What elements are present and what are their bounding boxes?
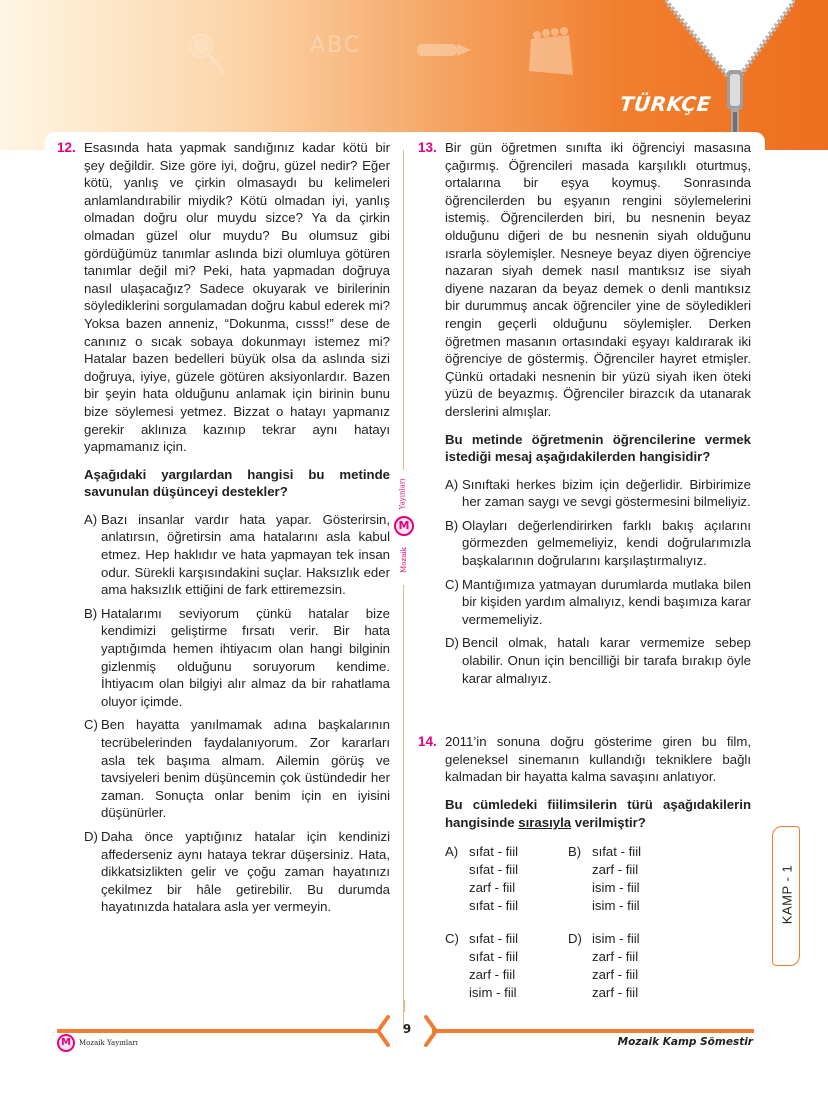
subject-title: TÜRKÇE — [618, 92, 713, 116]
answer-option-b[interactable] — [568, 843, 708, 914]
option-letter: A) — [84, 511, 98, 527]
question-number: 14. — [418, 734, 437, 750]
question-prompt — [445, 796, 751, 831]
section-side-tab — [772, 826, 800, 966]
question-number: 12. — [57, 140, 76, 155]
option-line: zarf - fiil — [592, 984, 639, 1000]
footer-rule-right — [432, 1029, 754, 1033]
question-prompt: Aşağıdaki yargılardan hangisi bu metinde savunulan düşünceyi destekler? — [84, 466, 390, 500]
answer-option-c[interactable] — [84, 716, 390, 822]
mozaik-logo-icon: M — [57, 1034, 75, 1052]
answer-option-a[interactable] — [445, 843, 568, 914]
option-letter: B) — [568, 844, 582, 860]
option-text: Bazı insanlar vardır hata yapar. Gösterirsin, anlatırsın, öğretirsin ama hatalarını asla kabul etmez. Hep haklıdır ve hata yapmayan tek insan odur. Sürekli karşısındakini suçlar. Haksızlık eder ama haksızlık ettiğini de fark ettiremezsin. — [101, 511, 390, 598]
mozaik-logo-icon: M — [394, 516, 414, 536]
answer-option-c[interactable] — [445, 576, 751, 629]
option-letter: C) — [445, 576, 459, 592]
prompt-text: Bu cümledeki fiilimsilerin türü aşağıdakilerin hangisinde — [445, 797, 751, 830]
option-letter: D) — [84, 828, 98, 844]
option-letter: C) — [445, 931, 459, 947]
option-text: Hatalarımı seviyorum çünkü hatalar bize kendimizi geliştirme fırsatı verir. Bir hata yaptığımda hemen ihtiyacım olan hangi bilginin gizlenmiş olduğunu soruyorum kendime. İhtiyacım olan bilgiyi alır almaz da bir rahatlama oluyor içimde. — [101, 605, 390, 709]
zipper-graphic — [665, 0, 795, 150]
answer-option-d[interactable] — [445, 634, 751, 687]
answer-options — [84, 511, 390, 916]
answer-option-b[interactable] — [445, 517, 751, 570]
option-line: sıfat - fiil — [469, 844, 519, 860]
answer-option-a[interactable] — [84, 511, 390, 599]
option-line: sıfat - fiil — [469, 897, 519, 913]
option-line: zarf - fiil — [592, 861, 639, 877]
option-line: isim - fiil — [592, 879, 640, 895]
page-number: 9 — [402, 1022, 412, 1036]
question-12 — [57, 139, 390, 916]
option-text: Ben hayatta yanılmamak adına başkalarının tecrübelerinden faydalanıyorum. Zor kararları asla tek başıma almam. Ailemin görüş ve tavsiyeleri benim düşüncemin çok üstündedir her zaman. Sonuçta onlar benim için en iyisini düşünürler. — [101, 717, 390, 821]
option-line: isim - fiil — [469, 984, 517, 1000]
abc-icon: ABC — [310, 33, 362, 58]
footer-rule-left — [57, 1029, 380, 1033]
option-letter: B) — [445, 517, 459, 533]
page-header-banner — [0, 0, 828, 150]
option-letter: C) — [84, 717, 98, 733]
publisher-name: Mozaik Yayınları — [79, 1039, 138, 1047]
question-number: 13. — [418, 140, 437, 155]
option-text: Olayları değerlendirirken farklı bakış açılarını görmezden gelmemeliyiz, kendi doğrularımızla başkalarının doğrularını karşılaştırmalıyız. — [462, 517, 751, 569]
option-line: zarf - fiil — [592, 966, 639, 982]
prompt-emphasis: sırasıyla — [518, 814, 572, 830]
notepad-icon — [525, 25, 575, 80]
option-letter: A) — [445, 476, 459, 492]
option-line: isim - fiil — [592, 931, 640, 947]
question-passage: 2011’in sonuna doğru gösterime giren bu film, geleneksel sinemanın kullandığı tekniklere bağlı kalmadan bir hayatta kalma savaşını anlatıyor. — [445, 734, 751, 785]
option-line: zarf - fiil — [592, 949, 639, 965]
pen-icon — [415, 40, 475, 60]
prompt-text: verilmiştir? — [571, 814, 646, 830]
answer-option-d[interactable] — [568, 930, 708, 1001]
option-line: isim - fiil — [592, 897, 640, 913]
answer-option-c[interactable] — [445, 930, 568, 1001]
side-tab-label: KAMP - 1 — [779, 864, 795, 925]
column-divider — [403, 150, 404, 1030]
footer-divider-tick — [404, 1000, 405, 1012]
option-letter: D) — [445, 635, 459, 651]
brand-vertical-text: Mozaik — [399, 547, 408, 573]
option-text: Mantığımıza yatmayan durumlarda mutlaka bilen bir kişiden yardım almalıyız, kendi başımıza karar vermemeliyiz. — [462, 576, 751, 627]
left-column — [57, 139, 390, 922]
question-passage: Bir gün öğretmen sınıfta iki öğrenciyi masasına çağırmış. Öğrencileri masada karşılıklı oturtmuş, ortalarına bir eşya koymuş. Sonrasında öğrencilerden bu eşyanın rengini söylemelerini istemiş. Öğrencilerden biri, bu nesnenin beyaz olduğunu diğeri de bu nesnenin siyah olduğunu ısrarla söylemişler. Nesneye beyaz diyen öğrenciye nazaran siyah demek nasıl mantıksız ise siyah diyene nazaran da beyaz demek o denli mantıksız bir durummuş ancak öğrenciler yine de söyledikleri rengin geçerli olduğunu söylemişler. Derken öğretmen masanın ortasındaki eşyayı kaldırarak iki öğrenciye de göstermiş. Öğrenciler hayret etmişler. Çünkü ortadaki nesnenin bir yüzü siyah iken öteki yüzü de beyazmış. Öğrenciler birazcık da utanarak derslerini almışlar. — [445, 140, 751, 419]
footer-publisher — [57, 1034, 138, 1052]
option-text: Daha önce yaptığınız hatalar için kendinizi affederseniz aynı hataya tekrar düşersiniz. Hata, dikkatsizlikten gelir ve çoğu zaman hayatınızı çekilmez bir hâle getirebilir. Bu durumda hayatınızda hatalara asla yer vermeyin. — [101, 828, 390, 915]
option-line: sıfat - fiil — [469, 949, 519, 965]
answer-option-a[interactable] — [445, 476, 751, 511]
brand-vertical-text: Yayınları — [398, 478, 407, 510]
option-line: sıfat - fiil — [592, 844, 642, 860]
magnifier-icon — [185, 28, 227, 76]
option-line: zarf - fiil — [469, 966, 516, 982]
option-text: Sınıftaki herkes bizim için değerlidir. Birbirimize her zaman saygı ve sevgi göstermesini bilmeliyiz. — [462, 476, 751, 510]
answer-option-b[interactable] — [84, 605, 390, 711]
answer-options — [445, 476, 751, 688]
question-13 — [418, 139, 751, 687]
option-line: sıfat - fiil — [469, 931, 519, 947]
option-letter: A) — [445, 844, 459, 860]
question-14 — [418, 733, 751, 1001]
option-letter: D) — [568, 931, 582, 947]
option-line: zarf - fiil — [469, 879, 516, 895]
answer-options-grid — [445, 843, 751, 1001]
right-column — [418, 139, 751, 1002]
series-name: Mozaik Kamp Sömestir — [617, 1036, 753, 1048]
question-prompt: Bu metinde öğretmenin öğrencilerine vermek istediği mesaj aşağıdakilerden hangisidir? — [445, 431, 751, 465]
divider-brand-mark — [393, 470, 415, 585]
option-text: Bencil olmak, hatalı karar vermemize sebep olabilir. Onun için bencilliği bir tarafa bırakıp öyle karar almalıyız. — [462, 635, 751, 686]
answer-option-d[interactable] — [84, 828, 390, 916]
question-passage: Esasında hata yapmak sandığınız kadar kötü bir şey değildir. Size göre iyi, doğru, güzel nedir? Eğer kötü, yanlış ve çirkin olmasaydı bu kelimeleri anlamlandırabilir miydik? Kötü olmadan iyi, yanlış olmadan doğru olur muydu sizce? Ya da çirkin olmadan güzel olur muydu? Bu olumsuz gibi gördüğümüz tanımlar aslında bizi olumluya götüren tanımlar değil mi? Peki, hata yapmadan doğruya nasıl ulaşacağız? Sadece okuyarak ve birilerinin söylediklerini sorgulamadan doğru kabul ederek mi? Yoksa bazen anneniz, “Dokunma, cısss!” dese de canınız o sıcak sobaya dokunmayı istemez mi? Hatalar bazen bedelleri büyük olsa da aslında sizi doğruya, iyiye, güzele götüren aksiyonlardır. Bazen bir şeyin hata olduğunu anlamak için birinin bunu bize söylemesi yetmez. Bizzat o hatayı yapmanız gerekir aklınıza kazınıp tekrar aynı hatayı yapmamanız için. — [84, 140, 390, 455]
option-letter: B) — [84, 605, 98, 621]
option-line: sıfat - fiil — [469, 861, 519, 877]
